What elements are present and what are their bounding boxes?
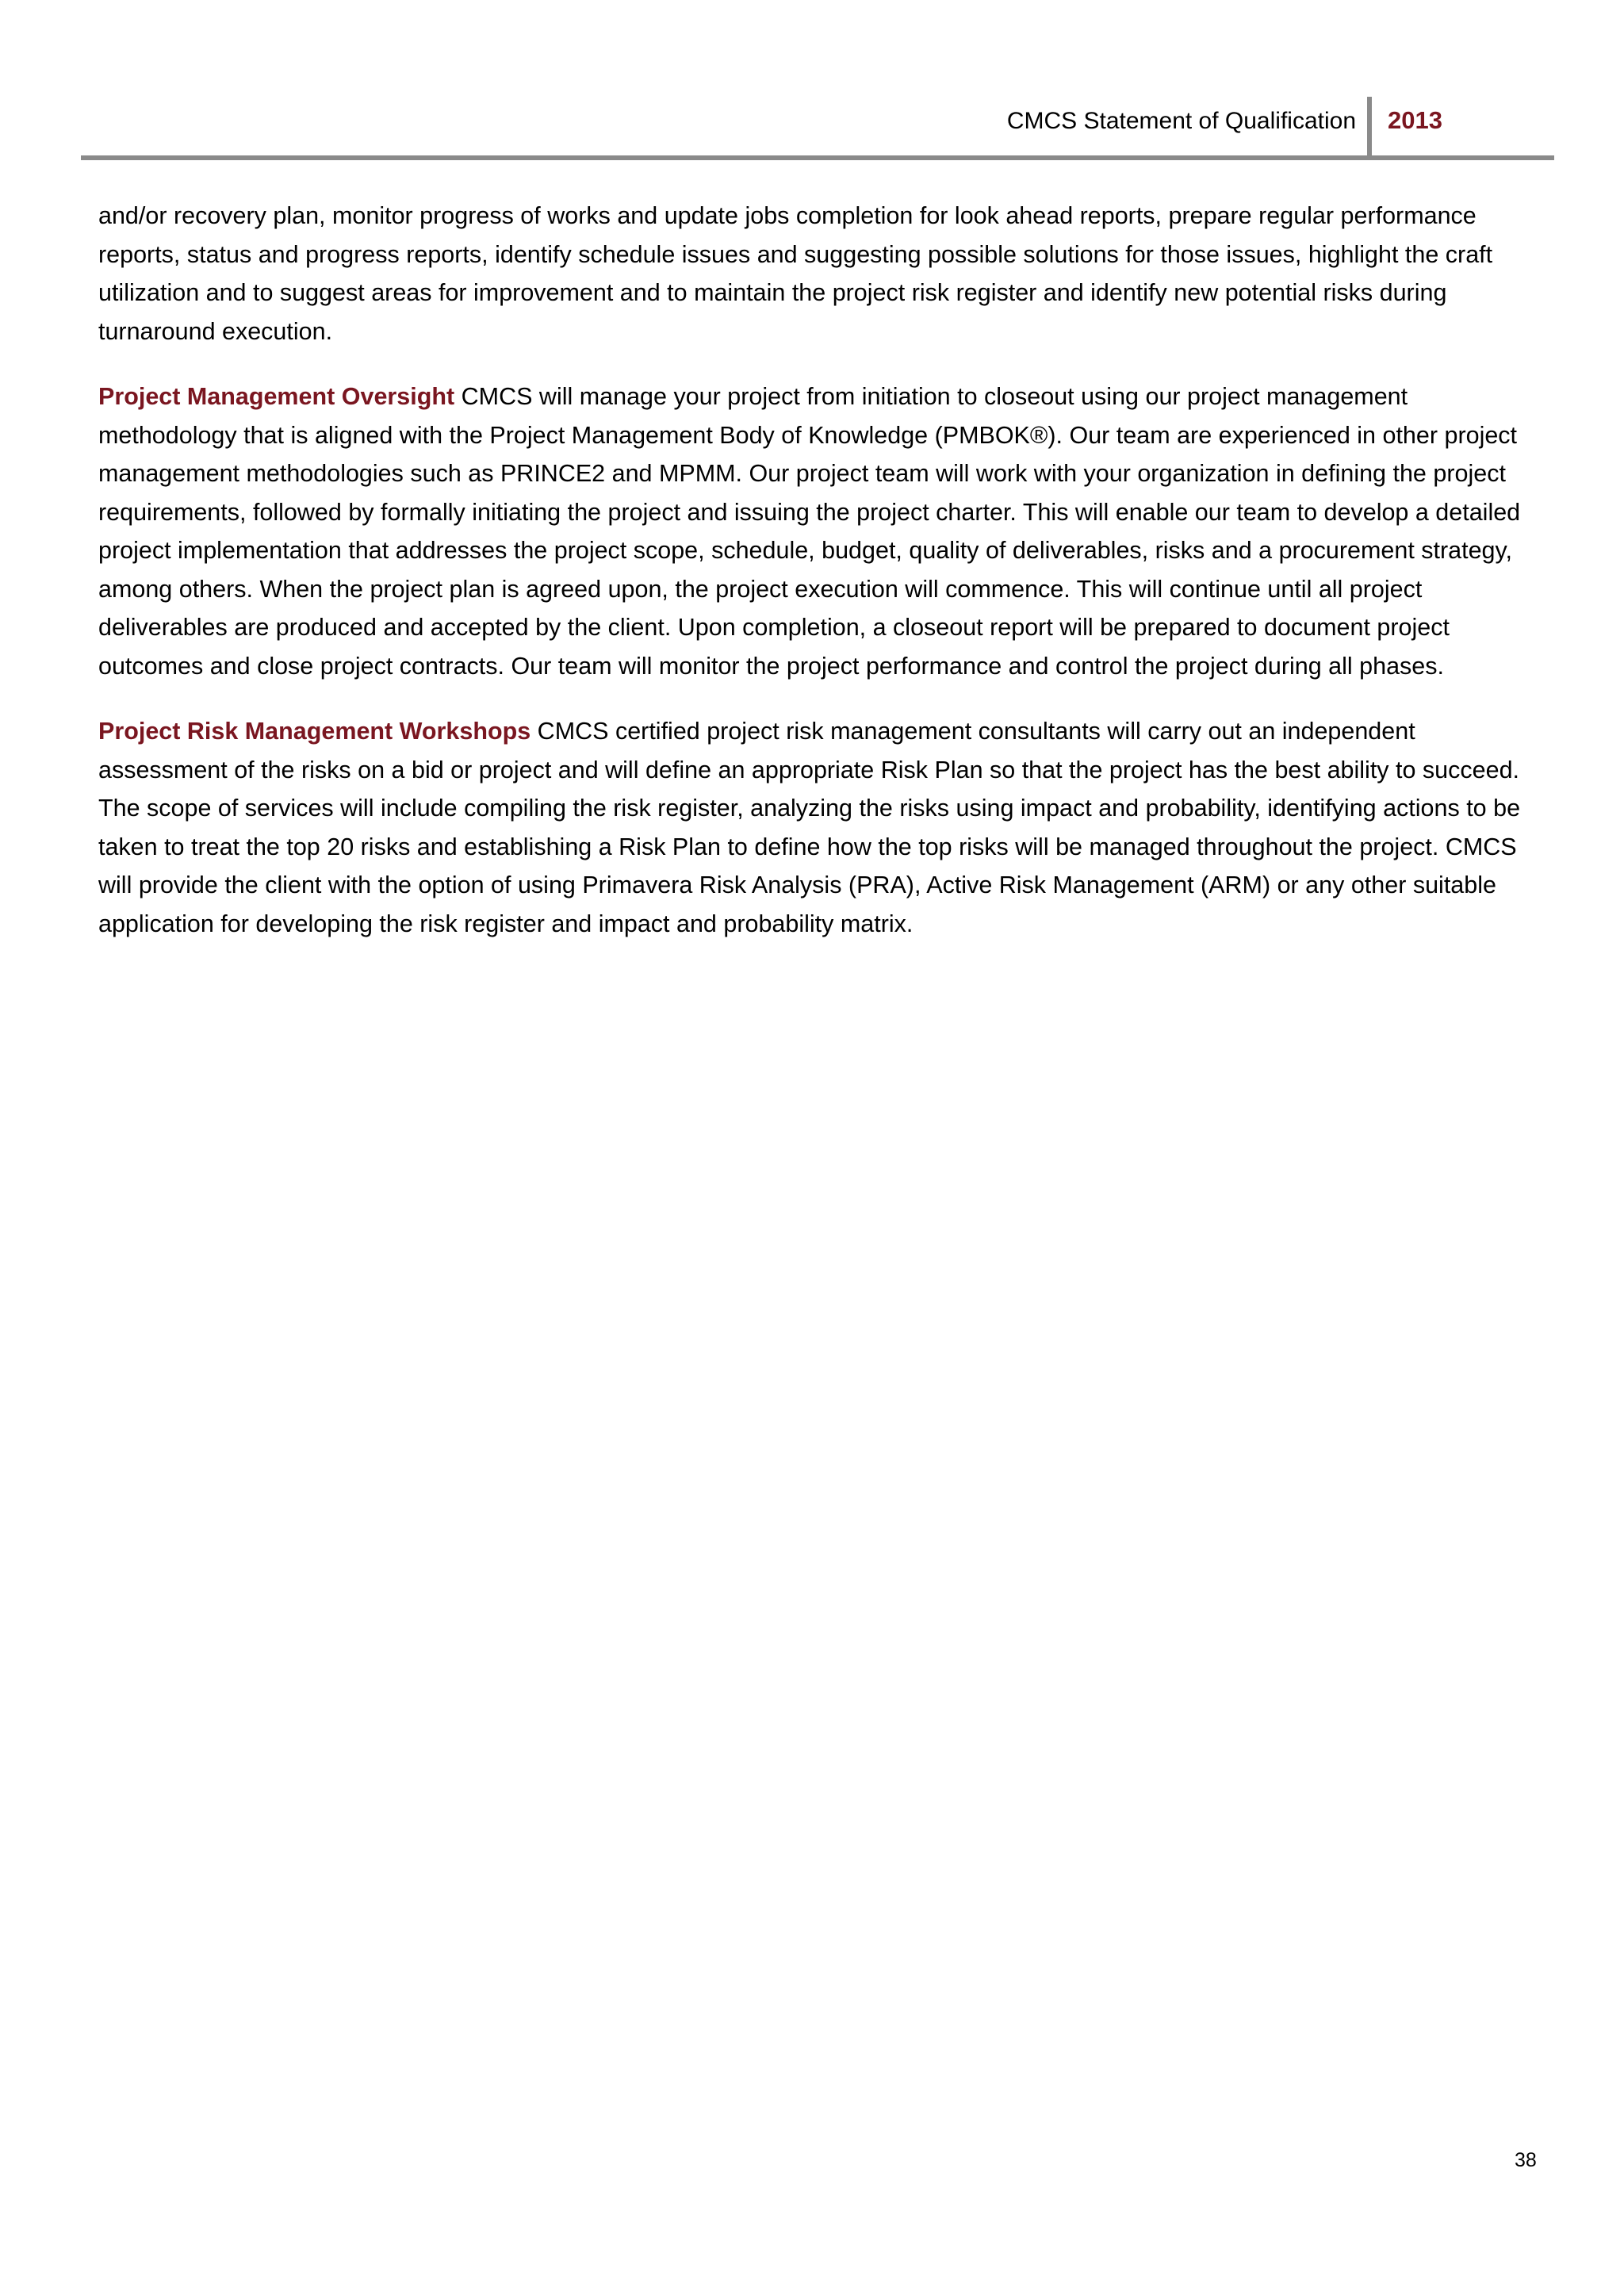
page-header (81, 94, 1554, 157)
paragraph (98, 197, 1542, 351)
document-body (98, 197, 1542, 970)
paragraph-text: CMCS certified project risk management consultants will carry out an independent assessment of the risks on a bid or project and will define an appropriate Risk Plan so that the project has the best ability to succeed. The scope of services will include compiling the risk register, analyzing the risks using impact and probability, identifying actions to be taken to treat the top 20 risks and establishing a Risk Plan to define how the top risks will be managed throughout the project. CMCS will provide the client with the option of using Primavera Risk Analysis (PRA), Active Risk Management (ARM) or any other suitable application for developing the risk register and impact and probability matrix. (98, 718, 1521, 937)
page-number: 38 (1515, 2149, 1537, 2171)
header-rule (81, 155, 1554, 160)
paragraph-text: and/or recovery plan, monitor progress of works and update jobs completion for look ahead reports, prepare regular performance reports, status and progress reports, identify schedule issues and suggesting possible solutions for those issues, highlight the craft utilization and to suggest areas for improvement and to maintain the project risk register and identify new potential risks during turnaround execution. (98, 202, 1493, 345)
paragraph-heading: Project Management Oversight (98, 383, 455, 410)
paragraph-text: CMCS will manage your project from initiation to closeout using our project management methodology that is aligned with the Project Management Body of Knowledge (PMBOK®). Our team are experienced in other project management methodologies such as PRINCE2 and MPMM. Our project team will work with your organization in defining the project requirements, followed by formally initiating the project and issuing the project charter. This will enable our team to develop a detailed project implementation that addresses the project scope, schedule, budget, quality of deliverables, risks and a procurement strategy, among others. When the project plan is agreed upon, the project execution will commence. This will continue until all project deliverables are produced and accepted by the client. Upon completion, a closeout report will be prepared to document project outcomes and close project contracts. Our team will monitor the project performance and control the project during all phases. (98, 383, 1521, 680)
header-divider (1367, 97, 1372, 159)
paragraph-heading: Project Risk Management Workshops (98, 718, 531, 745)
document-title: CMCS Statement of Qualification (1006, 108, 1356, 134)
document-year: 2013 (1388, 106, 1442, 134)
paragraph (98, 712, 1542, 943)
paragraph (98, 377, 1542, 685)
